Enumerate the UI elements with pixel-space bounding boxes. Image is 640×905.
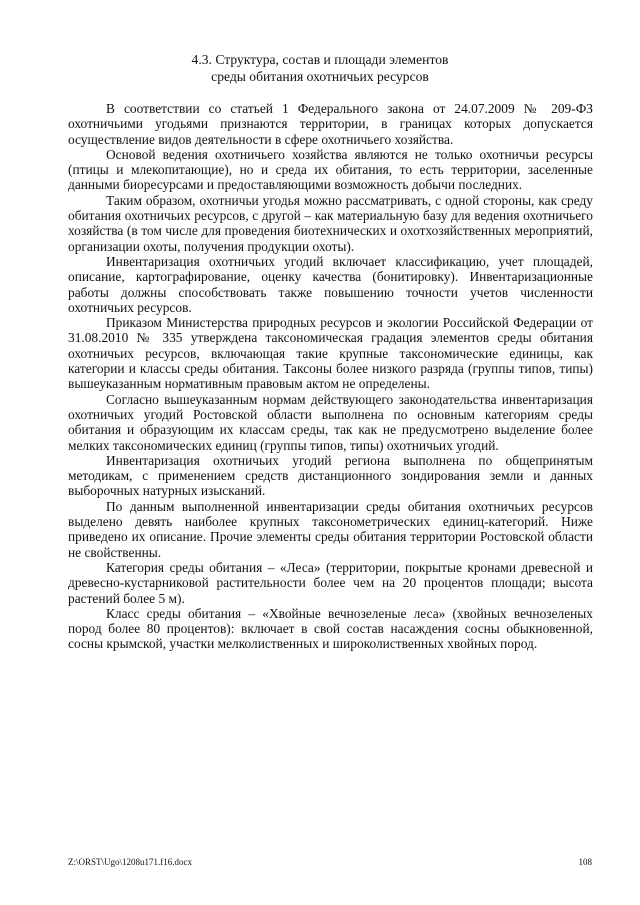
paragraph: Согласно вышеуказанным нормам действующего законодательства инвентаризация охотничьих угодий Ростовской области выполнена по основным категориям среды обитания и образующим их классам среды, так как не предусмотрено выделение более мелких таксономических единиц (группы типов, типы) охотничьих угодий. xyxy=(68,391,593,453)
page-number: 108 xyxy=(578,857,592,867)
paragraph: Категория среды обитания – «Леса» (территории, покрытые кронами древесной и древесно-кустарниковой растительности более чем на 20 процентов площади; высота растений более 5 м). xyxy=(68,559,593,606)
body-text xyxy=(68,101,593,652)
paragraph: Инвентаризация охотничьих угодий включает классификацию, учет площадей, описание, картографирование, оценку качества (бонитировку). Инвентаризационные работы должны способствовать также повышению точности учетов численности охотничьих ресурсов. xyxy=(68,253,593,315)
footer-file-path: Z:\ORST\Ugo\1208u171.f16.docx xyxy=(68,857,192,867)
paragraph: Таким образом, охотничьи угодья можно рассматривать, с одной стороны, как среду обитания охотничьих ресурсов, с другой – как материальную базу для ведения охотничьего хозяйства (в том числе для проведения биотехнических и охотхозяйственных мероприятий, организации охоты, получения продукции охоты). xyxy=(68,192,593,254)
paragraph: Основой ведения охотничьего хозяйства являются не только охотничьи ресурсы (птицы и млекопитающие), но и среда их обитания, то есть территории, заселенные данными биоресурсами и предоставляющими возможность добычи последних. xyxy=(68,146,593,193)
paragraph: По данным выполненной инвентаризации среды обитания охотничьих ресурсов выделено девять наиболее крупных таксонометрических единиц-категорий. Ниже приведено их описание. Прочие элементы среды обитания территории Ростовской области не свойственны. xyxy=(68,498,593,560)
section-heading xyxy=(110,51,530,85)
paragraph: Класс среды обитания – «Хвойные вечнозеленые леса» (хвойных вечнозеленых пород более 80 процентов): включает в свой состав насаждения сосны обыкновенной, сосны крымской, участки мелколиственных и широколиственных хвойных пород. xyxy=(68,605,593,652)
section-heading-line-1: 4.3. Структура, состав и площади элементов xyxy=(191,52,449,67)
paragraph: Инвентаризация охотничьих угодий региона выполнена по общепринятым методикам, с применением средств дистанционного зондирования земли и данных выборочных натурных изысканий. xyxy=(68,452,593,499)
paragraph: Приказом Министерства природных ресурсов и экологии Российской Федерации от 31.08.2010 № 335 утверждена таксономическая градация элементов среды обитания охотничьих ресурсов, включающая такие крупные таксономические единицы, как категории и классы среды обитания. Таксоны более низкого разряда (группы типов, типы) вышеуказанным нормативным правовым актом не определены. xyxy=(68,315,593,392)
paragraph: В соответствии со статьей 1 Федерального закона от 24.07.2009 № 209-ФЗ охотничьими угодьями признаются территории, в границах которых допускается осуществление видов деятельности в сфере охотничьего хозяйства. xyxy=(68,101,593,147)
section-heading-line-2: среды обитания охотничьих ресурсов xyxy=(211,69,429,84)
